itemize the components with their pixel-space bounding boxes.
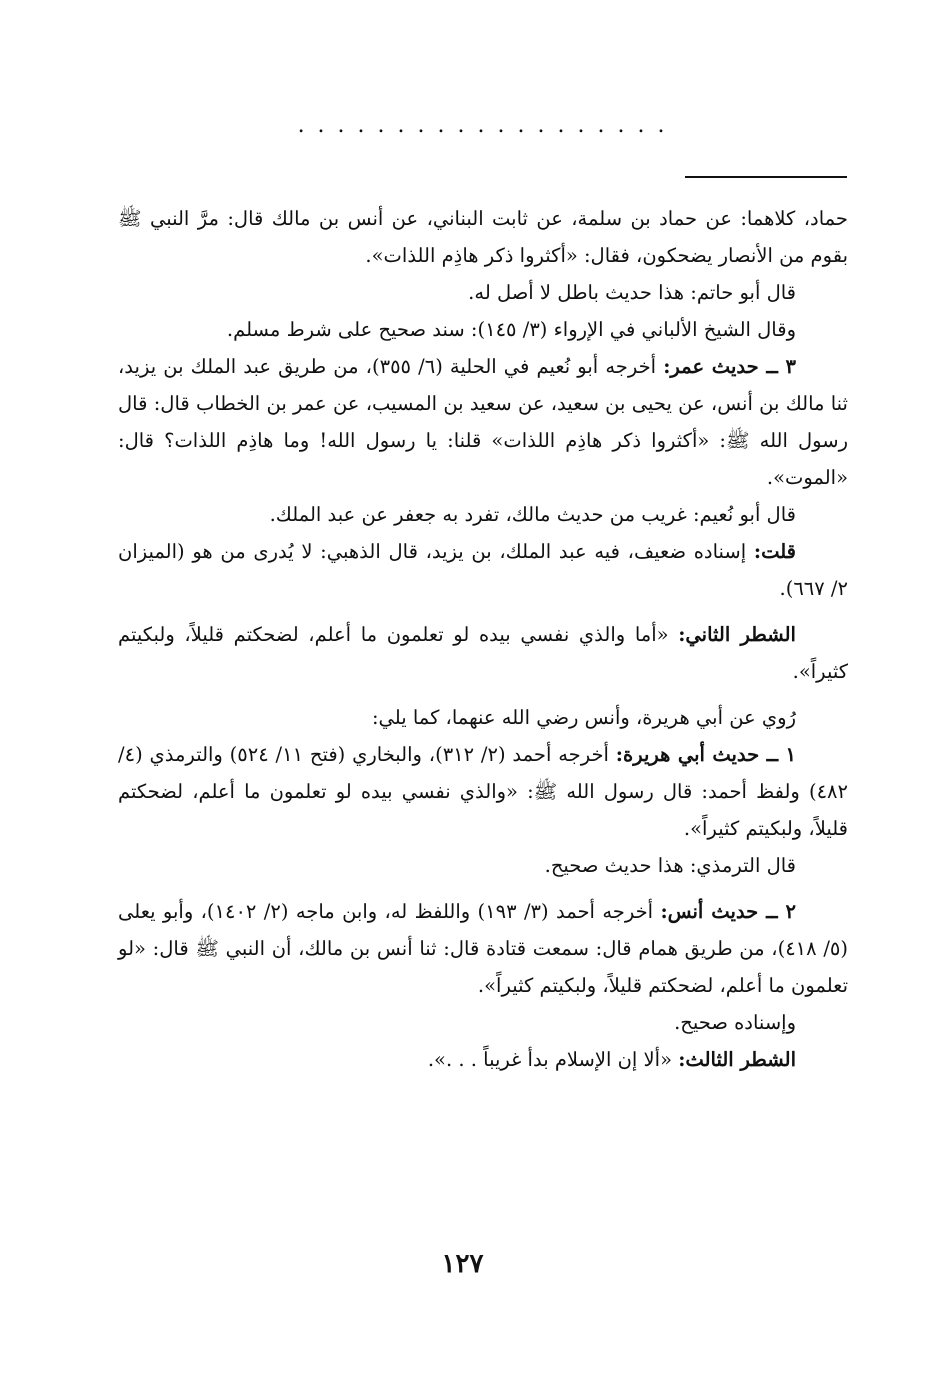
paragraph-hadith-abu-hurayra: [118, 736, 848, 847]
paragraph-text: قال أبو نُعيم: غريب من حديث مالك، تفرد به جعفر عن عبد الملك.: [269, 503, 796, 526]
paragraph-text: أخرجه أبو نُعيم في الحلية (٦/ ٣٥٥)، من طريق عبد الملك بن يزيد، ثنا مالك بن أنس، عن يحيى بن سعيد، عن سعيد بن المسيب، عن عمر بن الخطاب قال: قال رسول الله ﷺ: «أكثروا ذكر هاذِم اللذات» قلنا: يا رسول الله! وما هاذِم اللذات؟ قال: «الموت».: [118, 355, 848, 489]
paragraph-second-part: [118, 616, 848, 690]
paragraph-hadith-anas: [118, 893, 848, 1004]
paragraph-tirmidhi: [118, 847, 848, 884]
paragraph-qultu: [118, 533, 848, 607]
paragraph-lead: قلت:: [753, 540, 796, 563]
dotted-separator: ...................: [297, 113, 678, 138]
paragraph-text: حماد، كلاهما: عن حماد بن سلمة، عن ثابت البناني، عن أنس بن مالك قال: مرَّ النبي ﷺ بقوم من الأنصار يضحكون، فقال: «أكثروا ذكر هاذِم اللذات».: [118, 207, 848, 267]
paragraph-lead: ٣ ــ حديث عمر:: [663, 355, 796, 378]
paragraph-text: وقال الشيخ الألباني في الإرواء (٣/ ١٤٥): سند صحيح على شرط مسلم.: [226, 318, 796, 341]
paragraph-text: أخرجه أحمد (٣/ ١٩٣) واللفظ له، وابن ماجه (٢/ ١٤٠٢)، وأبو يعلى (٥/ ٤١٨)، من طريق همام قال: سمعت قتادة قال: ثنا أنس بن مالك، أن النبي ﷺ قال: «لو تعلمون ما أعلم، لضحكتم قليلاً، ولبكيتم كثيراً».: [118, 900, 848, 997]
paragraph-lead: الشطر الثاني:: [678, 623, 796, 646]
paragraph-abu-nuaym: [118, 496, 848, 533]
paragraph-narrated: [118, 699, 848, 736]
paragraph-albani: [118, 311, 848, 348]
paragraph-third-part: [118, 1041, 848, 1078]
paragraph-text: قال الترمذي: هذا حديث صحيح.: [544, 854, 796, 877]
footnote-rule: [685, 176, 847, 178]
paragraph-hammad-chain: [118, 200, 848, 274]
paragraph-text: «ألا إن الإسلام بدأ غريباً . . .».: [427, 1048, 679, 1071]
paragraph-text: قال أبو حاتم: هذا حديث باطل لا أصل له.: [468, 281, 796, 304]
paragraph-text: «أما والذي نفسي بيده لو تعلمون ما أعلم، لضحكتم قليلاً، ولبكيتم كثيراً».: [118, 623, 848, 683]
paragraph-hadith-umar: [118, 348, 848, 496]
paragraph-text: إسناده ضعيف، فيه عبد الملك، بن يزيد، قال الذهبي: لا يُدرى من هو (الميزان ٢/ ٦٦٧).: [118, 540, 848, 600]
page-number: ١٢٧: [441, 1249, 484, 1279]
paragraph-lead: الشطر الثالث:: [678, 1048, 796, 1071]
paragraph-text: رُوي عن أبي هريرة، وأنس رضي الله عنهما، كما يلي:: [371, 706, 796, 729]
paragraph-abu-hatim: [118, 274, 848, 311]
paragraph-text: أخرجه أحمد (٢/ ٣١٢)، والبخاري (فتح ١١/ ٥٢٤) والترمذي (٤/ ٤٨٢) ولفظ أحمد: قال رسول الله ﷺ: «والذي نفسي بيده لو تعلمون ما أعلم، لضحكتم قليلاً، ولبكيتم كثيراً».: [118, 743, 848, 840]
paragraph-lead: ١ ــ حديث أبي هريرة:: [615, 743, 796, 766]
paragraph-lead: ٢ ــ حديث أنس:: [660, 900, 796, 923]
paragraph-isnad-sahih: [118, 1004, 848, 1041]
paragraph-text: وإسناده صحيح.: [674, 1011, 796, 1034]
page-body: [118, 200, 848, 1087]
